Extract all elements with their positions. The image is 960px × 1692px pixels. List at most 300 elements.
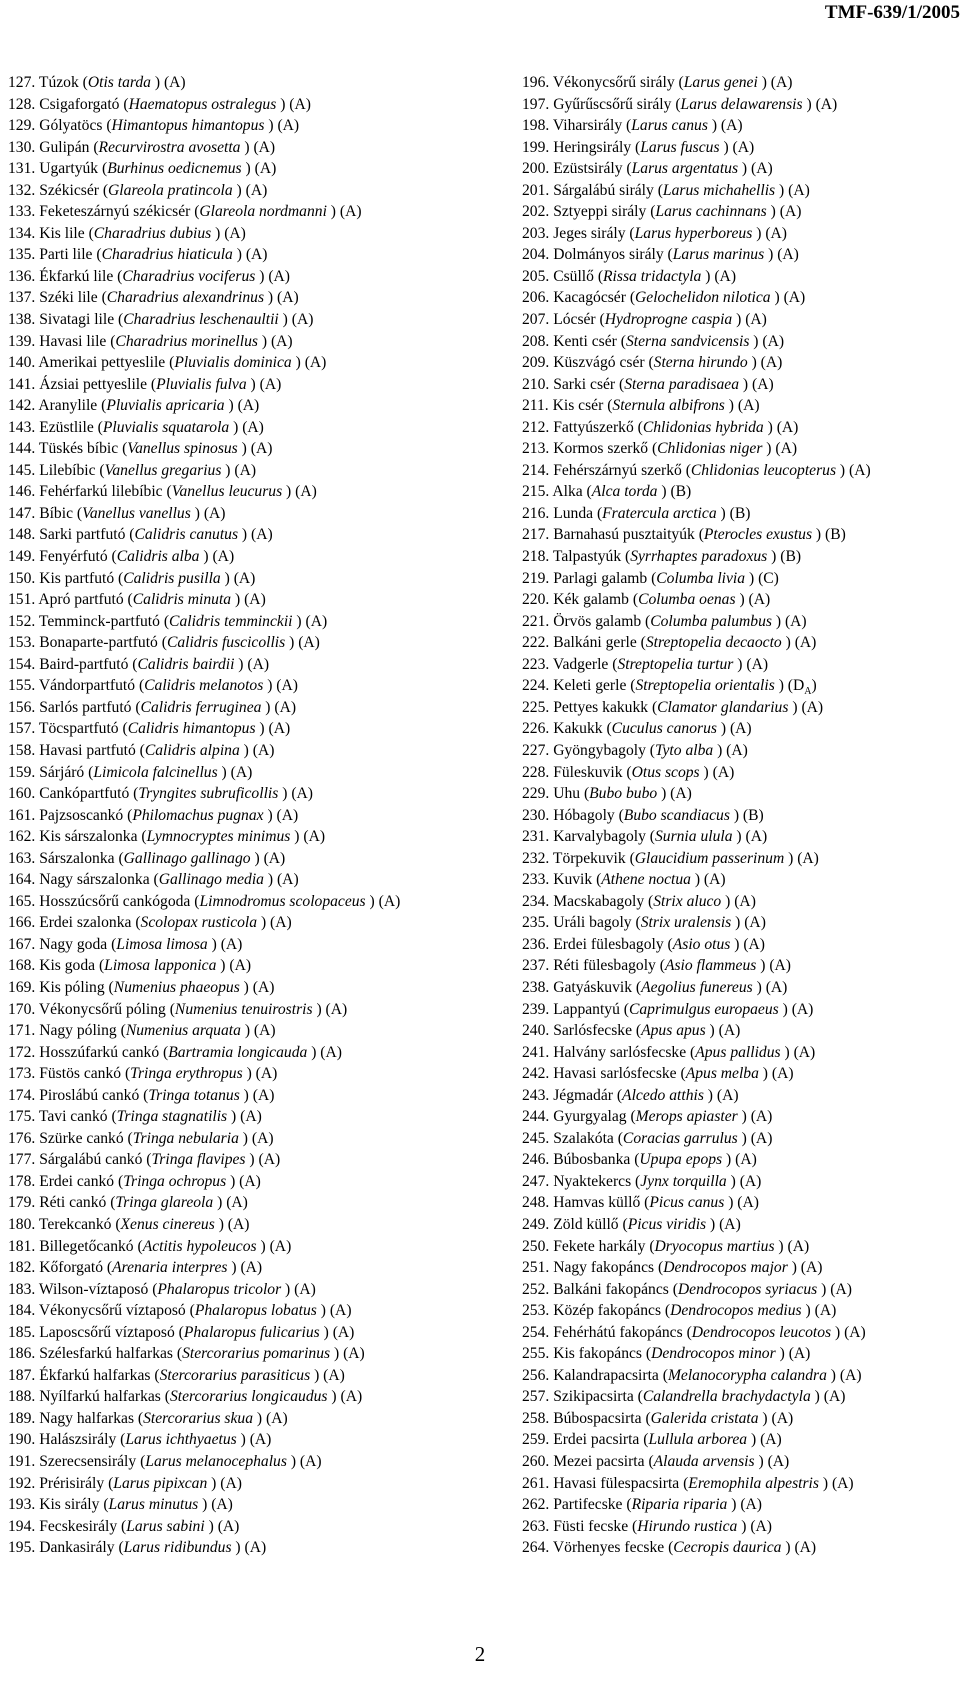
hungarian-name: Parlagi galamb [553,569,648,587]
scientific-name: Gallinago gallinago [123,849,251,867]
species-entry: 209. Küszvágó csér (Sterna hirundo ) (A) [522,354,783,372]
protection-category: (A) [268,720,291,738]
species-entry: 229. Uhu (Bubo bubo ) (A) [522,785,692,803]
entry-number: 248. [522,1194,550,1212]
entry-number: 242. [522,1065,550,1083]
protection-category: (A) [203,504,226,522]
species-entry: 233. Kuvik (Athene noctua ) (A) [522,871,726,889]
protection-category-end: ) [811,677,817,695]
entry-number: 192. [8,1474,36,1492]
protection-category: (D [787,677,805,695]
hungarian-name: Prérisirály [39,1474,105,1492]
scientific-name: Strix aluco [653,892,722,910]
scientific-name: Upupa epops [639,1151,723,1169]
scientific-name: Glareola pratincola [108,181,233,199]
entry-number: 253. [522,1302,550,1320]
protection-category: (A) [305,612,328,630]
entry-number: 142. [8,397,36,415]
scientific-name: Caprimulgus europaeus [628,1000,779,1018]
protection-category: (A) [797,849,819,867]
entry-number: 127. [8,74,36,91]
protection-category: (A) [783,289,806,307]
protection-category: (A) [767,1453,790,1470]
entry-number: 233. [522,871,550,889]
species-entry: 199. Heringsirály (Larus fuscus ) (A) [522,138,755,156]
protection-category: (A) [239,1172,261,1190]
protection-category: (A) [740,1496,762,1514]
protection-category: (A) [247,655,270,673]
scientific-name: Streptopelia orientalis [635,677,775,695]
protection-category: (A) [277,117,300,135]
species-entry: 129. Gólyatöcs (Himantopus himantopus ) (A) [8,117,300,135]
hungarian-name: Keleti gerle [553,677,627,695]
species-entry: 218. Talpastyúk (Syrrhaptes paradoxus ) (B) [522,548,802,566]
hungarian-name: Füsti fecske [553,1517,629,1535]
hungarian-name: Barnahasú pusztaityúk [553,526,695,544]
scientific-name: Coracias garrulus [622,1129,738,1147]
hungarian-name: Sárgalábú cankó [39,1151,143,1169]
protection-category: (A) [732,138,755,156]
protection-category: (A) [244,591,266,609]
document-code: TMF-639/1/2005 [824,2,960,23]
entry-number: 167. [8,935,36,953]
protection-category: (A) [339,203,362,221]
species-entry: 178. Erdei cankó (Tringa ochropus ) (A) [8,1172,261,1190]
protection-category: (A) [253,1022,276,1040]
protection-category: (A) [765,224,787,242]
species-entry: 198. Viharsirály (Larus canus ) (A) [522,117,743,135]
hungarian-name: Kék galamb [553,591,629,609]
scientific-name: Larus delawarensis [680,95,803,113]
entry-number: 260. [522,1453,550,1470]
hungarian-name: Kis partfutó [39,569,115,587]
entry-number: 178. [8,1172,36,1190]
protection-category: (A) [303,828,326,846]
scientific-name: Columba livia [656,569,746,587]
protection-category: (A) [252,741,275,759]
hungarian-name: Karvalybagoly [553,828,646,846]
protection-category: (A) [737,397,760,415]
protection-category: (A) [291,785,313,803]
hungarian-name: Sárgalábú sirály [553,181,654,199]
entry-number: 190. [8,1431,36,1449]
entry-number: 206. [522,289,550,307]
scientific-name: Calidris canutus [134,526,239,544]
scientific-name: Lullula arborea [648,1431,748,1449]
scientific-name: Dendrocopos syriacus [677,1280,818,1298]
protection-category: (A) [770,74,793,91]
hungarian-name: Havasi sarlósfecske [553,1065,677,1083]
protection-category: (A) [240,1108,262,1126]
hungarian-name: Lappantyú [553,1000,620,1018]
scientific-name: Charadrius hiaticula [101,246,233,264]
entry-number: 256. [522,1366,550,1384]
scientific-name: Numenius arquata [125,1022,241,1040]
scientific-name: Charadrius vociferus [122,267,256,285]
scientific-name: Tringa erythropus [130,1065,243,1083]
scientific-name: Burhinus oedicnemus [107,160,242,178]
entry-number: 147. [8,504,36,522]
species-entry: 182. Kőforgató (Arenaria interpres ) (A) [8,1259,263,1277]
protection-category: (A) [251,526,273,544]
species-entry: 146. Fehérfarkú lilebíbic (Vanellus leucurus ) (A) [8,483,317,501]
hungarian-name: Búbosbanka [553,1151,631,1169]
entry-number: 152. [8,612,36,630]
protection-category: (A) [299,1453,322,1470]
hungarian-name: Kis sárszalonka [39,828,138,846]
entry-number: 149. [8,548,36,566]
hungarian-name: Kormos szerkő [553,440,649,458]
hungarian-name: Erdei cankó [39,1172,115,1190]
protection-category: (A) [277,289,299,307]
species-entry: 189. Nagy halfarkas (Stercorarius skua ) (A) [8,1409,288,1427]
entry-number: 216. [522,504,550,522]
protection-category: (A) [734,892,756,910]
scientific-name: Riparia riparia [631,1496,728,1514]
species-entry: 144. Tüskés bíbic (Vanellus spinosus ) (A) [8,440,273,458]
entry-number: 262. [522,1496,550,1514]
entry-number: 259. [522,1431,550,1449]
species-entry: 214. Fehérszárnyú szerkő (Chlidonias leucopterus ) (A) [522,461,871,479]
hungarian-name: Viharsirály [552,117,623,135]
species-entry: 139. Havasi lile (Charadrius morinellus ) (A) [8,332,293,350]
entry-number: 218. [522,548,550,566]
scientific-name: Alauda arvensis [653,1453,755,1470]
protection-category: (A) [745,828,768,846]
entry-number: 151. [8,591,36,609]
hungarian-name: Réti fülesbagoly [553,957,656,975]
protection-category: (B) [670,483,692,501]
protection-category: (A) [233,569,256,587]
entry-number: 150. [8,569,36,587]
hungarian-name: Fecskesirály [39,1517,118,1535]
scientific-name: Apus melba [685,1065,759,1083]
entry-number: 213. [522,440,550,458]
protection-category: (A) [745,311,767,329]
hungarian-name: Uráli bagoly [553,914,632,932]
species-entry: 231. Karvalybagoly (Surnia ulula ) (A) [522,828,768,846]
species-entry: 142. Aranylile (Pluvialis apricaria ) (A) [8,397,260,415]
protection-category: (A) [752,375,774,393]
species-entry: 217. Barnahasú pusztaityúk (Pterocles exustus ) (B) [522,526,846,544]
protection-category: (A) [769,957,791,975]
protection-category: (A) [800,1259,823,1277]
scientific-name: Phalaropus lobatus [194,1302,317,1320]
protection-category: (A) [718,1022,741,1040]
protection-category: (A) [794,634,817,652]
protection-category: (A) [253,138,276,156]
entry-number: 141. [8,375,36,393]
species-entry: 176. Szürke cankó (Tringa nebularia ) (A) [8,1129,274,1147]
protection-category: (A) [737,1194,759,1212]
scientific-name: Dendrocopos leucotos [691,1323,832,1341]
scientific-name: Calidris himantopus [127,720,256,738]
protection-category: (A) [831,1474,854,1492]
hungarian-name: Kuvik [553,871,593,889]
entry-number: 215. [522,483,550,501]
hungarian-name: Sarlós partfutó [39,698,132,716]
protection-category: (A) [760,354,783,372]
species-entry: 196. Vékonycsőrű sirály (Larus genei ) (A) [522,74,793,91]
protection-category: (A) [729,720,752,738]
entry-number: 131. [8,160,36,178]
species-entry: 244. Gyurgyalag (Merops apiaster ) (A) [522,1108,773,1126]
entry-number: 138. [8,311,36,329]
hungarian-name: Sarki partfutó [39,526,126,544]
entry-number: 183. [8,1280,36,1298]
scientific-name: Dendrocopos medius [670,1302,802,1320]
scientific-name: Charadrius morinellus [115,332,258,350]
hungarian-name: Fenyérfutó [39,548,108,566]
species-entry: 186. Szélesfarkú halfarkas (Stercorarius pomarinus ) (A) [8,1345,365,1363]
scientific-name: Pluvialis apricaria [106,397,225,415]
protection-category: (A) [849,461,871,479]
hungarian-name: Nyílfarkú halfarkas [39,1388,161,1406]
species-entry: 167. Nagy goda (Limosa limosa ) (A) [8,935,243,953]
entry-number: 140. [8,354,36,372]
species-entry: 237. Réti fülesbagoly (Asio flammeus ) (A) [522,957,791,975]
scientific-name: Stercorarius longicaudus [169,1388,328,1406]
entry-number: 240. [522,1022,550,1040]
protection-category: (A) [777,246,799,264]
scientific-name: Larus genei [683,74,758,91]
protection-category: (A) [276,871,299,889]
scientific-name: Sterna sandvicensis [625,332,750,350]
species-entry: 248. Hamvas küllő (Picus canus ) (A) [522,1194,759,1212]
species-entry: 208. Kenti csér (Sterna sandvicensis ) (A) [522,332,785,350]
protection-category: (A) [329,1302,352,1320]
protection-category: (A) [771,1065,794,1083]
protection-category: (A) [263,849,286,867]
hungarian-name: Vadgerle [552,655,609,673]
scientific-name: Philomachus pugnax [132,806,264,824]
protection-category: (A) [788,181,810,199]
entry-number: 245. [522,1129,550,1147]
hungarian-name: Örvös galamb [553,612,642,630]
hungarian-name: Gatyáskuvik [553,978,633,996]
hungarian-name: Kis fakopáncs [553,1345,642,1363]
species-entry: 215. Alka (Alca torda ) (B) [522,483,692,501]
scientific-name: Athene noctua [601,871,691,889]
entry-number: 171. [8,1022,36,1040]
entry-number: 237. [522,957,550,975]
species-entry: 259. Erdei pacsirta (Lullula arborea ) (A) [522,1431,782,1449]
entry-number: 191. [8,1453,36,1470]
protection-category: (A) [670,785,692,803]
hungarian-name: Nagy goda [39,935,108,953]
hungarian-name: Sztyeppi sirály [553,203,647,221]
hungarian-name: Gyurgyalag [553,1108,627,1126]
entry-number: 249. [522,1215,550,1233]
scientific-name: Glaucidium passerinum [634,849,785,867]
entry-number: 243. [522,1086,550,1104]
scientific-name: Lymnocryptes minimus [146,828,291,846]
hungarian-name: Kakukk [553,720,603,738]
hungarian-name: Törpekuvik [552,849,626,867]
entry-number: 166. [8,914,36,932]
entry-number: 135. [8,246,36,264]
species-entry: 235. Uráli bagoly (Strix uralensis ) (A) [522,914,766,932]
entry-number: 163. [8,849,36,867]
scientific-name: Picus canus [649,1194,725,1212]
hungarian-name: Székicsér [39,181,99,199]
protection-category: (A) [794,1539,817,1557]
scientific-name: Tringa totanus [148,1086,240,1104]
protection-category: (A) [325,1000,348,1018]
hungarian-name: Sivatagi lile [39,311,115,329]
hungarian-name: Kis sirály [39,1496,100,1514]
species-entry: 234. Macskabagoly (Strix aluco ) (A) [522,892,756,910]
species-entry: 147. Bíbic (Vanellus vanellus ) (A) [8,504,226,522]
species-entry: 183. Wilson-víztaposó (Phalaropus tricolor ) (A) [8,1280,316,1298]
species-entry: 180. Terekcankó (Xenus cinereus ) (A) [8,1215,250,1233]
hungarian-name: Ezüstsirály [553,160,623,178]
protection-category: (A) [844,1323,866,1341]
species-entry: 136. Ékfarkú lile (Charadrius vociferus ) (A) [8,267,290,285]
protection-category: (A) [839,1366,862,1384]
protection-category: (A) [750,1108,773,1126]
protection-category: (A) [784,612,807,630]
entry-number: 211. [522,397,549,415]
species-entry: 260. Mezei pacsirta (Alauda arvensis ) (A) [522,1453,790,1470]
species-entry: 151. Apró partfutó (Calidris minuta ) (A) [8,591,266,609]
scientific-name: Calidris temminckii [169,612,293,630]
hungarian-name: Wilson-víztaposó [38,1280,149,1298]
hungarian-name: Kenti csér [553,332,617,350]
protection-category: (A) [250,440,273,458]
species-entry: 141. Ázsiai pettyeslile (Pluvialis fulva ) (A) [8,375,282,393]
scientific-name: Streptopelia turtur [617,655,734,673]
species-entry: 201. Sárgalábú sirály (Larus michahellis ) (A) [522,181,810,199]
entry-number: 173. [8,1065,36,1083]
hungarian-name: Sarki csér [553,375,616,393]
scientific-name: Calidris bairdii [137,655,235,673]
scientific-name: Sterna paradisaea [624,375,740,393]
hungarian-name: Aranylile [38,397,98,415]
species-entry: 162. Kis sárszalonka (Lymnocryptes minimus ) (A) [8,828,326,846]
species-entry: 149. Fenyérfutó (Calidris alba ) (A) [8,548,235,566]
species-entry: 263. Füsti fecske (Hirundo rustica ) (A) [522,1517,772,1535]
hungarian-name: Havasi lile [39,332,107,350]
protection-category: (A) [746,655,769,673]
entry-number: 197. [522,95,550,113]
protection-category: (A) [716,1086,739,1104]
entry-number: 181. [8,1237,36,1255]
scientific-name: Larus cachinnans [655,203,767,221]
hungarian-name: Laposcsőrű víztaposó [39,1323,175,1341]
hungarian-name: Gulipán [39,138,90,156]
hungarian-name: Csüllő [553,267,594,285]
species-entry: 187. Ékfarkú halfarkas (Stercorarius parasiticus ) (A) [8,1366,345,1384]
protection-category: (A) [720,117,743,135]
entry-number: 169. [8,978,36,996]
scientific-name: Himantopus himantopus [111,117,265,135]
protection-category: (A) [217,1517,240,1535]
species-entry: 193. Kis sirály (Larus minutus ) (A) [8,1496,233,1514]
protection-category: (A) [220,1474,242,1492]
entry-number: 223. [522,655,550,673]
species-entry: 158. Havasi partfutó (Calidris alpina ) (A) [8,741,275,759]
entry-number: 229. [522,785,550,803]
protection-category: (A) [270,332,293,350]
entry-number: 145. [8,461,36,479]
entry-number: 234. [522,892,550,910]
entry-number: 212. [522,418,550,436]
protection-category: (A) [252,978,275,996]
scientific-name: Dendrocopos minor [651,1345,776,1363]
entry-number: 241. [522,1043,550,1061]
entry-number: 239. [522,1000,550,1018]
hungarian-name: Nagy sárszalonka [39,871,150,889]
entry-number: 184. [8,1302,36,1320]
scientific-name: Bartramia longicauda [168,1043,308,1061]
species-entry: 164. Nagy sárszalonka (Gallinago media ) (A) [8,871,299,889]
entry-number: 255. [522,1345,550,1363]
species-entry: 138. Sivatagi lile (Charadrius leschenaultii ) (A) [8,311,314,329]
species-entry: 128. Csigaforgató (Haematopus ostralegus ) (A) [8,95,311,113]
species-entry: 228. Füleskuvik (Otus scops ) (A) [522,763,735,781]
entry-number: 203. [522,224,550,242]
species-entry: 172. Hosszúfarkú cankó (Bartramia longicauda ) (A) [8,1043,342,1061]
scientific-name: Numenius tenuirostris [174,1000,313,1018]
hungarian-name: Füleskuvik [553,763,623,781]
entry-number: 263. [522,1517,550,1535]
hungarian-name: Apró partfutó [38,591,124,609]
scientific-name: Chlidonias niger [657,440,763,458]
species-entry: 197. Gyűrűscsőrű sirály (Larus delawarensis ) (A) [522,95,838,113]
hungarian-name: Kis csér [552,397,604,415]
hungarian-name: Erdei fülesbagoly [553,935,664,953]
scientific-name: Clamator glandarius [657,698,789,716]
species-entry: 132. Székicsér (Glareola pratincola ) (A) [8,181,268,199]
protection-category: (B) [825,526,846,544]
entry-number: 139. [8,332,36,350]
entry-number: 208. [522,332,550,350]
hungarian-name: Macskabagoly [553,892,645,910]
protection-category: (A) [788,1345,811,1363]
species-entry: 238. Gatyáskuvik (Aegolius funereus ) (A) [522,978,788,996]
scientific-name: Tringa nebularia [132,1129,239,1147]
scientific-name: Fratercula arctica [602,504,717,522]
entry-number: 220. [522,591,550,609]
hungarian-name: Vékonycsőrű póling [38,1000,166,1018]
hungarian-name: Heringsirály [553,138,632,156]
hungarian-name: Temminck-partfutó [38,612,160,630]
protection-category: (A) [269,1237,292,1255]
entry-number: 252. [522,1280,550,1298]
entry-number: 214. [522,461,550,479]
scientific-name: Cuculus canorus [611,720,717,738]
entry-number: 174. [8,1086,36,1104]
entry-number: 162. [8,828,36,846]
species-entry: 171. Nagy póling (Numenius arquata ) (A) [8,1022,276,1040]
species-entry: 157. Töcspartfutó (Calidris himantopus ) (A) [8,720,291,738]
hungarian-name: Jégmadár [553,1086,613,1104]
scientific-name: Haematopus ostralegus [128,95,277,113]
entry-number: 136. [8,267,36,285]
entry-number: 185. [8,1323,36,1341]
entry-number: 194. [8,1517,36,1535]
species-entry: 130. Gulipán (Recurvirostra avosetta ) (A) [8,138,276,156]
entry-number: 156. [8,698,36,716]
hungarian-name: Sarlósfecske [553,1022,633,1040]
scientific-name: Calidris pusilla [123,569,221,587]
scientific-name: Hydroprogne caspia [604,311,733,329]
scientific-name: Charadrius alexandrinus [106,289,265,307]
entry-number: 258. [522,1409,550,1427]
hungarian-name: Kalandrapacsirta [553,1366,659,1384]
protection-category: (A) [220,935,243,953]
